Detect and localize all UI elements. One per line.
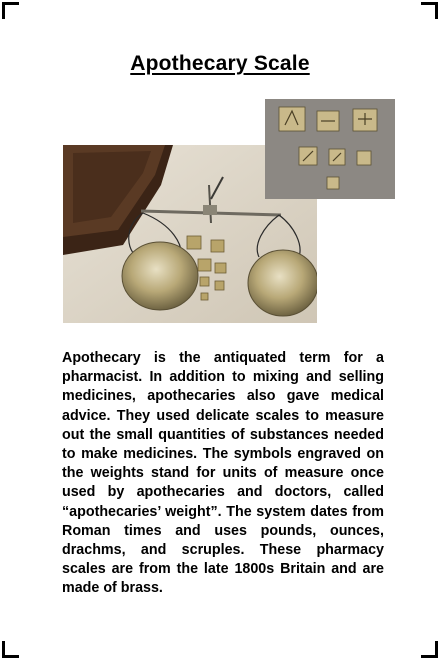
crop-mark-bottom-left [2, 641, 19, 658]
crop-mark-top-left [2, 2, 19, 19]
page-title-text: Apothecary Scale [130, 52, 310, 75]
weights-closeup-photo [265, 99, 395, 199]
page-title [0, 52, 440, 76]
crop-mark-bottom-right [421, 641, 438, 658]
crop-mark-top-right [421, 2, 438, 19]
description-paragraph: Apothecary is the antiquated term for a pharmacist. In addition to mixing and selling medicines, apothecaries also gave medical advice. They used delicate scales to measure out the small quantities of substances needed to make medicines. The symbols engraved on the weights stand for units of measure once used by apothecaries and doctors, called “apothecaries’ weight”. The system dates from Roman times and uses pounds, ounces, drachms, and scruples. These pharmacy scales are from the late 1800s Britain and are made of brass. [62, 350, 384, 597]
weights-closeup-graphic [265, 99, 395, 199]
